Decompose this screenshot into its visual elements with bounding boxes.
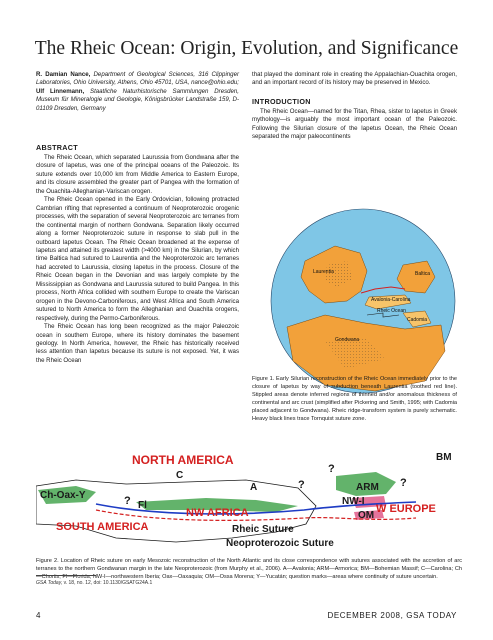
abstract-body — [36, 154, 239, 365]
label-rheic-suture: Rheic Suture — [232, 524, 294, 535]
abstract-paragraph-2: The Rheic Ocean opened in the Early Ordovician, following protracted Cambrian rifting that represented a continuum of Neoproterozoic orogenic processes, with the separation of several Neoproterozoic arc terranes from the continental margin of northern Gondwana. Separation likely occurred along a former Neoproterozoic suture in response to slab pull in the outboard Iapetus Ocean. The Rheic Ocean broadened at the expense of Iapetus and attained its greatest width (>4000 km) in the Silurian, by which time Baltica had sutured to Laurentia and the Neoproterozoic arc terranes had accreted to Laurussia, closing Iapetus in the process. Closure of the Rheic Ocean began in the Devonian and was largely complete by the Mississippian as Gondwana and Laurussia sutured to build Pangea. In this process, North Africa collided with southern Europe to create the Variscan orogen in the Devono-Carboniferous, and West Africa and South America sutured to North America to form the Alleghanian and Ouachita orogens, respectively, during the Permo-Carboniferous. — [36, 196, 239, 322]
footnote-divider — [36, 575, 96, 576]
figure-2-caption — [36, 558, 462, 582]
figure-1-caption — [252, 376, 457, 423]
label-neoproterozoic-suture: Neoproterozoic Suture — [226, 538, 334, 549]
right-column-continuation — [252, 71, 457, 88]
introduction-paragraph: The Rheic Ocean—named for the Titan, Rhea, sister to Iapetus in Greek mythology—is arguably the most important ocean of the Paleozoic. Following the Silurian closure of the Iapetus Ocean, the Rheic Ocean separated the major paleocontinents — [252, 108, 457, 141]
label-w-europe: W EUROPE — [376, 503, 436, 515]
label-laurentia: Laurentia — [313, 269, 334, 275]
question-mark-4: ? — [400, 477, 407, 489]
question-mark-2: ? — [298, 479, 305, 491]
journal-footer: DECEMBER 2008, GSA TODAY — [327, 611, 457, 620]
footnote-citation: v. 18, no. 12, doi: 10.1130/GSATG24A.1 — [62, 580, 153, 586]
label-a: A — [250, 482, 258, 493]
label-bm: BM — [436, 452, 452, 463]
author-block — [36, 71, 239, 113]
footnote — [36, 580, 152, 586]
author1-name: R. Damian Nance, — [36, 71, 91, 78]
introduction-body — [252, 108, 457, 142]
label-rheic-ocean: Rheic Ocean — [377, 308, 406, 314]
label-fl: Fl — [138, 500, 147, 511]
label-nw-africa: NW AFRICA — [186, 507, 249, 519]
abstract-heading: ABSTRACT — [36, 143, 78, 152]
label-nw-i: NW-I — [342, 496, 365, 507]
continuation-text: that played the dominant role in creating the Appalachian-Ouachita orogen, and an important record of its history may be preserved in Mexico. — [252, 71, 457, 87]
label-om: OM — [358, 510, 375, 521]
question-mark-3: ? — [328, 463, 335, 475]
label-avalonia-carolina: Avalonia-Carolina — [371, 297, 411, 303]
label-north-america: NORTH AMERICA — [132, 453, 234, 467]
footnote-journal: GSA Today, — [36, 580, 63, 586]
page-number: 4 — [36, 611, 41, 620]
label-south-america: SOUTH AMERICA — [56, 521, 149, 533]
label-gondwana: Gondwana — [335, 337, 360, 343]
label-arm: ARM — [356, 482, 379, 493]
abstract-paragraph-1: The Rheic Ocean, which separated Laurussia from Gondwana after the closure of Iapetus, was one of the principal oceans of the Paleozoic. Its suture extends over 10,000 km from Middle America to Eastern Europe, and its closure assembled the greater part of Pangea with the formation of the Ouachita-Alleghanian-Variscan orogen. — [36, 154, 239, 195]
label-baltica: Baltica — [415, 271, 431, 277]
label-ch-oax-y: Ch-Oax-Y — [40, 490, 86, 501]
figure-1-caption-text: Figure 1. Early Silurian reconstruction of the Rheic Ocean immediately prior to the closure of Iapetus by way of subduction beneath Laurentia (toothed red line). Stippled areas denote inferred regions of thinned and/or anomalous thickness of continental and arc crust (simplified after Pickering and Smith, 1995; with Cadomia placed adjacent to Gondwana). Rheic ridge-transform system is purely schematic. Heavy black lines trace Tornquist suture zone. — [252, 376, 457, 422]
author2-name: Ulf Linnemann, — [36, 87, 85, 95]
question-mark-1: ? — [124, 495, 131, 507]
label-cadomia: Cadomia — [407, 317, 428, 323]
author1-affiliation: Department of Geological Sciences, 316 Clippinger Laboratories, Ohio University, Athens, Ohio 45701, USA, nance@ohio.edu; — [36, 71, 239, 87]
article-title: The Rheic Ocean: Origin, Evolution, and Significance — [34, 38, 459, 59]
figure-2-caption-text: Figure 2. Location of Rheic suture on early Mesozoic reconstruction of the North Atlantic and its close correspondence with sutures associated with the accretion of arc terranes to the northern Gondwanan margin in the late Neoproterozoic (from Murphy et al., 2006). A—Avalonia; ARM—Armorica; BM—Bohemian Massif; C—Carolina; Ch—Chortis; Fl—Florida; NW-I—northwestern Iberia; Oax—Oaxaquia; OM—Ossa Morena; Y—Yucatán; question marks—areas where continuity of suture uncertain. — [36, 558, 462, 580]
figure-2-suture-map — [36, 446, 462, 556]
label-c: C — [176, 470, 184, 481]
introduction-heading: INTRODUCTION — [252, 97, 311, 106]
abstract-paragraph-3: The Rheic Ocean has long been recognized as the major Paleozoic ocean in southern Europe, where its history dominates the basement geology. In North America, however, the Rheic has historically received less attention than Iapetus because its suture is not exposed. Yet, it was the Rheic Ocean — [36, 323, 239, 364]
author2-affiliation: Staatliche Naturhistorische Sammlungen Dresden, Museum für Mineralogie und Geologie, Königsbrücker Landstraße 159, D-01109 Dresden, Germany — [36, 87, 239, 112]
